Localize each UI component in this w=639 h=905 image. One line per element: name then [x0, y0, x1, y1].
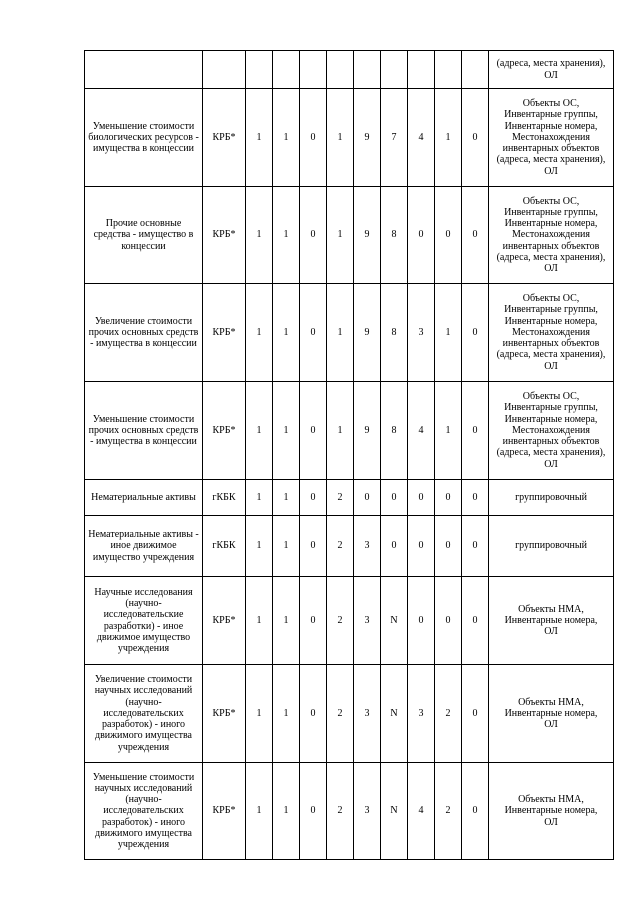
- code-digit: 4: [408, 763, 435, 860]
- analytics-note: группировочный: [489, 480, 614, 516]
- code-digit: 3: [354, 665, 381, 763]
- code-digit: 0: [462, 89, 489, 187]
- code-digit: [354, 51, 381, 89]
- code-digit: 0: [300, 480, 327, 516]
- code-digit: 1: [246, 763, 273, 860]
- code-digit: 9: [354, 284, 381, 382]
- code-digit: 4: [408, 382, 435, 480]
- code-digit: [462, 51, 489, 89]
- code-digit: 1: [246, 480, 273, 516]
- table-row: [85, 382, 614, 480]
- account-type: гКБК: [203, 480, 246, 516]
- analytics-note: Объекты НМА, Инвентарные номера, ОЛ: [489, 665, 614, 763]
- code-digit: 9: [354, 382, 381, 480]
- analytics-note: Объекты ОС, Инвентарные группы, Инвентарные номера, Местонахождения инвентарных объектов (адреса, места хранения), ОЛ: [489, 187, 614, 284]
- account-type: КРБ*: [203, 187, 246, 284]
- code-digit: 3: [408, 665, 435, 763]
- code-digit: 2: [435, 665, 462, 763]
- table-row: [85, 763, 614, 860]
- accounts-table: [84, 50, 614, 860]
- code-digit: 1: [273, 516, 300, 577]
- code-digit: 2: [327, 577, 354, 665]
- account-type: КРБ*: [203, 284, 246, 382]
- table-row: [85, 51, 614, 89]
- code-digit: 0: [435, 577, 462, 665]
- table-row: [85, 665, 614, 763]
- code-digit: 0: [300, 516, 327, 577]
- code-digit: 0: [300, 284, 327, 382]
- account-name: Нематериальные активы - иное движимое имущество учреждения: [85, 516, 203, 577]
- code-digit: 1: [246, 516, 273, 577]
- account-name: Прочие основные средства - имущество в концессии: [85, 187, 203, 284]
- account-type: КРБ*: [203, 577, 246, 665]
- code-digit: 8: [381, 382, 408, 480]
- analytics-note: группировочный: [489, 516, 614, 577]
- code-digit: 3: [354, 577, 381, 665]
- code-digit: 0: [408, 480, 435, 516]
- table-row: [85, 577, 614, 665]
- code-digit: 0: [300, 187, 327, 284]
- code-digit: [381, 51, 408, 89]
- code-digit: 1: [273, 665, 300, 763]
- code-digit: 0: [462, 516, 489, 577]
- code-digit: 1: [246, 665, 273, 763]
- code-digit: 1: [246, 284, 273, 382]
- code-digit: 8: [381, 284, 408, 382]
- code-digit: [273, 51, 300, 89]
- code-digit: 1: [273, 763, 300, 860]
- code-digit: 2: [327, 516, 354, 577]
- code-digit: 2: [327, 763, 354, 860]
- account-name: Нематериальные активы: [85, 480, 203, 516]
- code-digit: 1: [273, 480, 300, 516]
- table-body: [85, 51, 614, 860]
- code-digit: 0: [300, 577, 327, 665]
- account-type: КРБ*: [203, 763, 246, 860]
- code-digit: 1: [273, 89, 300, 187]
- table-row: [85, 480, 614, 516]
- code-digit: 1: [327, 382, 354, 480]
- table-row: [85, 187, 614, 284]
- account-type: КРБ*: [203, 665, 246, 763]
- code-digit: 0: [354, 480, 381, 516]
- code-digit: 0: [435, 480, 462, 516]
- code-digit: 3: [354, 516, 381, 577]
- code-digit: 1: [327, 284, 354, 382]
- code-digit: 2: [435, 763, 462, 860]
- code-digit: 0: [462, 480, 489, 516]
- code-digit: 0: [381, 516, 408, 577]
- code-digit: 9: [354, 89, 381, 187]
- code-digit: 2: [327, 665, 354, 763]
- analytics-note: Объекты ОС, Инвентарные группы, Инвентарные номера, Местонахождения инвентарных объектов (адреса, места хранения), ОЛ: [489, 284, 614, 382]
- code-digit: 1: [246, 187, 273, 284]
- code-digit: 1: [273, 382, 300, 480]
- code-digit: 3: [408, 284, 435, 382]
- analytics-note: Объекты НМА, Инвентарные номера, ОЛ: [489, 763, 614, 860]
- account-type: КРБ*: [203, 382, 246, 480]
- code-digit: 3: [354, 763, 381, 860]
- analytics-note: Объекты ОС, Инвентарные группы, Инвентарные номера, Местонахождения инвентарных объектов (адреса, места хранения), ОЛ: [489, 382, 614, 480]
- account-type: КРБ*: [203, 89, 246, 187]
- account-name: Уменьшение стоимости прочих основных средств - имущества в концессии: [85, 382, 203, 480]
- code-digit: 9: [354, 187, 381, 284]
- table-row: [85, 516, 614, 577]
- code-digit: 2: [327, 480, 354, 516]
- code-digit: 0: [300, 382, 327, 480]
- code-digit: [246, 51, 273, 89]
- account-name: Увеличение стоимости научных исследований (научно-исследовательских разработок) - иного движимого имущества учреждения: [85, 665, 203, 763]
- analytics-note: Объекты ОС, Инвентарные группы, Инвентарные номера, Местонахождения инвентарных объектов (адреса, места хранения), ОЛ: [489, 89, 614, 187]
- code-digit: 1: [435, 89, 462, 187]
- code-digit: 0: [408, 187, 435, 284]
- code-digit: 0: [408, 516, 435, 577]
- code-digit: 8: [381, 187, 408, 284]
- analytics-note: Объекты НМА, Инвентарные номера, ОЛ: [489, 577, 614, 665]
- code-digit: 0: [300, 763, 327, 860]
- code-digit: [300, 51, 327, 89]
- code-digit: [408, 51, 435, 89]
- account-type: гКБК: [203, 516, 246, 577]
- code-digit: 1: [435, 284, 462, 382]
- account-name: Уменьшение стоимости биологических ресурсов - имущества в концессии: [85, 89, 203, 187]
- code-digit: 1: [327, 89, 354, 187]
- code-digit: 4: [408, 89, 435, 187]
- code-digit: 1: [246, 382, 273, 480]
- code-digit: 1: [246, 89, 273, 187]
- code-digit: 0: [462, 187, 489, 284]
- code-digit: 1: [273, 187, 300, 284]
- code-digit: 0: [435, 187, 462, 284]
- code-digit: 0: [462, 665, 489, 763]
- code-digit: 0: [381, 480, 408, 516]
- account-name: Уменьшение стоимости научных исследований (научно-исследовательских разработок) - иного движимого имущества учреждения: [85, 763, 203, 860]
- code-digit: 0: [462, 284, 489, 382]
- code-digit: 0: [435, 516, 462, 577]
- code-digit: 1: [273, 284, 300, 382]
- code-digit: 7: [381, 89, 408, 187]
- account-type: [203, 51, 246, 89]
- code-digit: N: [381, 763, 408, 860]
- code-digit: N: [381, 665, 408, 763]
- code-digit: 0: [462, 763, 489, 860]
- code-digit: 1: [435, 382, 462, 480]
- account-name: [85, 51, 203, 89]
- code-digit: 1: [273, 577, 300, 665]
- code-digit: [327, 51, 354, 89]
- code-digit: 1: [246, 577, 273, 665]
- code-digit: 0: [462, 382, 489, 480]
- code-digit: 0: [462, 577, 489, 665]
- code-digit: 1: [327, 187, 354, 284]
- code-digit: 0: [300, 665, 327, 763]
- code-digit: [435, 51, 462, 89]
- account-name: Научные исследования (научно-исследовательские разработки) - иное движимое имущество учреждения: [85, 577, 203, 665]
- code-digit: 0: [300, 89, 327, 187]
- table-row: [85, 284, 614, 382]
- code-digit: 0: [408, 577, 435, 665]
- analytics-note: (адреса, места хранения), ОЛ: [489, 51, 614, 89]
- table-row: [85, 89, 614, 187]
- code-digit: N: [381, 577, 408, 665]
- account-name: Увеличение стоимости прочих основных средств - имущества в концессии: [85, 284, 203, 382]
